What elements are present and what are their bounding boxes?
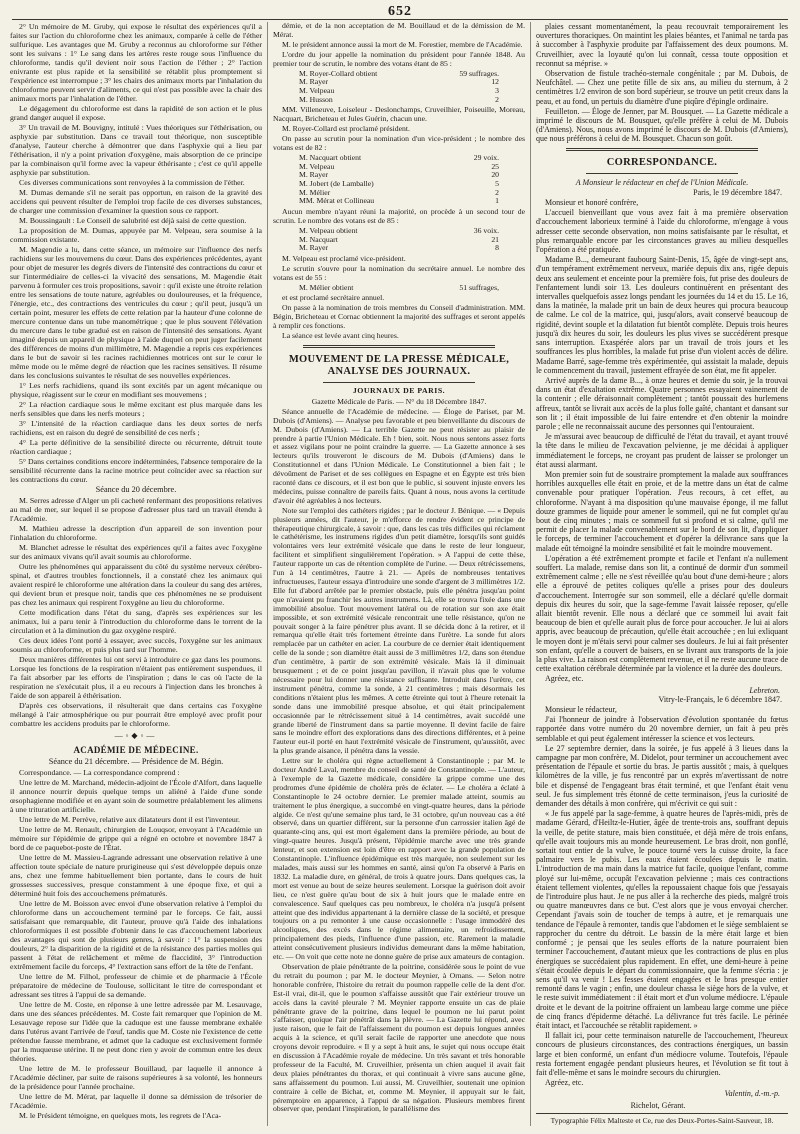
paragraph: 2° Un mémoire de M. Gruby, qui expose le résultat des expériences qu'il a faites sur l'action du chloroforme chez les animaux, comparée à celle de l'éther sulfurique. Les avantages que M. Gruby a reconnus au chloroforme sur l'éther sont les suivans : 1° Le sang dans les artères reste rouge sous l'influence du chloroforme, tandis qu'il devient noir sous l'action de l'éther ; 2° l'action enivrante est plus rapide et la sensibilité se rétablit plus promptement si l'expérience est interrompue ; 3° les chairs des animaux morts par l'inhalation du chloroforme peuvent servir d'aliments, ce qui n'est pas possible avec la chair des animaux morts par l'inhalation de l'éther. [10, 22, 262, 103]
paragraph: MM. Villeneuve, Loiseleur - Deslonchamps, Cruveilhier, Poiseuille, Moreau, Nacquart, Bricheteau et Jules Guérin, chacun une. [273, 105, 525, 124]
vote-count: 1 [495, 196, 499, 206]
paragraph: J'ai l'honneur de joindre à l'observation d'évolution spontanée du fœtus rapportée dans votre numéro du 20 novembre dernier, un fait à peu près semblable et qui peut également intéresser la science et vos lecteurs. [536, 715, 788, 743]
paragraph: Une lettre de M. Massieu-Lagrande adressant une observation relative à une affection toute spéciale de nature prurigineuse qui s'est développée depuis onze ans, chez une femme habituellement bien portante, dans le cours de huit grossesses successives, presque constamment à une époque fixe, et qui a déterminé huit fois des accouchemens prématurés. [10, 853, 262, 898]
letter-closing: Agréez, etc. [545, 1078, 584, 1088]
candidate-name: M. Rayer [299, 77, 329, 87]
section-heading-academie-medecine: ACADÉMIE DE MÉDECINE. [73, 745, 199, 755]
academie-sciences-text [10, 22, 262, 484]
paragraph: Une lettre de M. Filhol, professeur de chimie et de pharmacie à l'École préparatoire de médecine de Toulouse, sollicitant le titre de correspondant et adressant ses titres à l'appui de sa demande. [10, 972, 262, 999]
academie-medecine-text [10, 768, 262, 1120]
election-text [273, 255, 525, 283]
vote-count: 8 [495, 243, 499, 253]
letter-salutation: Monsieur et honoré confrère, [545, 198, 639, 208]
paragraph: L'opération a été extrêmement prompte et facile et l'enfant n'a nullement souffert. La malade, remise dans son lit, a continué de dormir d'un sommeil extrêmement calme ; elle ne s'est réveillée qu'au bout d'une demi-heure ; alors elle a éprouvé de petites coliques qu'elle a prises pour des douleurs d'accouchement. Interrogée sur son sommeil, elle a déclaré qu'elle dormait depuis dix heures du soir, que la sage-femme l'avait laissée reposer, qu'elle allait bientôt revenir. Elle nous a déclaré que ce sommeil lui avait fait beaucoup de bien et qu'elle aurait plus de force pour accoucher. Je lui ai alors appris, avec beaucoup de précaution, qu'elle était accouchée ; en lui exliquant le moyen dont je m'étais servi pour calmer ses douleurs. Je lui ai fait présenter son enfant, qu'elle a couvert de baisers, en se livrant aux transports de la joie la plus vive. La raison est complètement revenue, et il ne reste aucune trace de cette exaltation cérébrale déterminée par la violence et la durée des douleurs. [536, 553, 788, 674]
paragraph: Le dégagement du chloroforme est dans la rapidité de son action et le plus grand danger auquel il expose. [10, 104, 262, 122]
section-heading-mouvement-presse: MOUVEMENT DE LA PRESSE MÉDICALE, ANALYSE DES JOURNAUX. [288, 353, 510, 377]
paragraph: M. le Président témoigne, en quelques mots, les regrets de l'Aca- [19, 1111, 222, 1120]
paragraph: 4° La perte définitive de la sensibilité directe ou récurrente, détruit toute réaction cardiaque ; [10, 438, 262, 456]
election-text [273, 208, 525, 226]
short-rule [586, 173, 738, 174]
column-3 [536, 22, 788, 1126]
paragraph: 2° La réaction cardiaque sous le même excitant est plus marquée dans les nerfs sensibles que dans les nerfs moteurs ; [10, 400, 262, 418]
paragraph: Une lettre de M. Renault, chirurgien de Louqsor, envoyant à l'Académie un mémoire sur l'épidémie de grippe qui a régné en octobre et novembre 1847 à bord de ce paquebot-poste de l'État. [10, 825, 262, 852]
paragraph: Madame B..., demeurant faubourg Saint-Denis, 15, âgée de vingt-sept ans, d'un tempérament extrêmement nerveux, mariée depuis dix ans, rigée depuis deux ans seulement et enceinte pour la première fois, fut prise des douleurs de l'enfantement lundi soir 13. Les douleurs continuèrent en présentant des intervalles quelquefois assez longs pendant les journées du 14 et du 15. Le 16, dans la matinée, la malade prit un bain de deux heures qui procura beaucoup de calme. Le col de la matrice, qui, jusqu'alors, avait conservé beaucoup de rigidité, devint souple et la dilatation fut bientôt complète. Depuis trois heures jusqu'à dix heures du soir, les douleurs les plus vives se succédèrent presque sans interruption. Exaspérée alors par un travail de trois jours et les souffrances les plus horribles, la malade fut prise d'un violent accès de délire. Madame Barré, sage-femme très expérimentée, qui assistait la malade, depuis le commencement du travail, justement effrayée de son état, me fit appeler. [536, 255, 788, 375]
vote-row [299, 284, 499, 293]
paragraph: Observation de fistule trachéo-sternale congénitale ; par M. Dubois, de Neufchâtel. — Chez une petite fille de six ans, au milieu du sternum, à 2 centimètres 1/2 environ de son bord supérieur, se trouve un petit creux dans la peau, et au fond, un pertuis du diamètre d'une piqûre d'épingle ordinaire. [536, 69, 788, 106]
paragraph: Une lettre de M. Marchand, médecin-adjoint de l'École d'Alfort, dans laquelle il annonce nourrir depuis quelque temps un aliéné à l'aide d'une sonde œsophagienne modifiée et en ayant soin de soumettre préalablement les alimens à une trituration artificielle. [10, 778, 262, 814]
paragraph: 3° Un travail de M. Bouvigny, intitulé : Vues théoriques sur l'éthérisation, ou asphyxie par substitution. Dans ce travail tout théorique, non susceptible d'analyse, l'auteur cherche à démontrer que dans l'asphyxie qui a lieu par l'éthérisation, il n'y a point privation d'oxygène, mais absorption de ce principe par la combinaison qu'il forme avec la vapeur éthérisante ; c'est ce qu'il appelle asphyxie par substitution. [10, 123, 262, 177]
paragraph: Une lettre de M. Mérat, par laquelle il donne sa démission de trésorier de l'Académie. [10, 1092, 262, 1110]
paragraph: M. Boussingault : Le Conseil de salubrité est déjà saisi de cette question. [19, 216, 247, 225]
paragraph: Correspondance. — La correspondance comprend : [19, 768, 180, 777]
candidate-name: M. Mélier [299, 187, 331, 197]
vote-count: 2 [495, 94, 499, 104]
vote-count: 2 [495, 187, 499, 197]
candidate-name: M. Mélier obtient [299, 282, 354, 292]
ornament-divider: —◦◆◦— [114, 731, 158, 740]
letter-closing: Agréez, etc. [545, 674, 584, 684]
paragraph: Ces deux idées l'ont porté à essayer, avec succès, l'oxygène sur les animaux soumis au chloroforme, et puis plus tard sur l'homme. [10, 636, 262, 654]
column-divider [267, 22, 268, 1126]
column-2 [273, 22, 525, 1126]
paragraph: M. Royer-Collard est proclamé président. [282, 124, 410, 134]
paragraph: M. Mathieu adresse la description d'un appareil de son invention pour l'inhalation du chloroforme. [10, 524, 262, 542]
candidate-name: M. Rayer [299, 170, 329, 180]
vote-count: 51 suffrages, [459, 282, 499, 292]
paragraph: 5° Dans certaines conditions encore indéterminées, l'absence temporaire de la sensibilité récurrente dans la racine motrice peut coïncider avec sa réaction sur les contractions du cœur. [10, 457, 262, 484]
section-subheading: Séance du 21 décembre. — Présidence de M. Bégin. [48, 757, 224, 766]
vote-count: 21 [491, 234, 499, 244]
gerant-line: Richelot, Gérant. [630, 1100, 686, 1110]
printer-imprint: Typographie Félix Malteste et Ce, rue des Deux-Portes-Saint-Sauveur, 18. [536, 1113, 788, 1125]
paragraph: Une lettre de M. Coste, en réponse à une lettre adressée par M. Lesauvage, dans une des séances précédentes. M. Coste fait remarquer que l'opinion de M. Lesauvage repose sur l'idée que la caduque est une fausse membrane exhalée dans l'utérus avant l'arrivée de l'œuf, tandis que M. Coste nie l'existence de cette prétendue fausse membrane, et admet que la caduque est exclusivement formée par la muqueuse utérine. Il ne peut donc rien y avoir de commun entre les deux théories. [10, 1000, 262, 1063]
paragraph: Arrivé auprès de la dame B..., à onze heures et demie du soir, je la trouvai dans un état d'exaltation extrême. Quatre personnes essayaient vainement de la contenir ; elle déraisonnait complètement ; tantôt poussait des hurlemens affreux, tantôt se livrait aux accès de la plus folle gaîté, chantant et dansant sur son lit ; il était impossible de lui faire entendre et d'en obtenir la moindre parole ; elle ne reconnaissait aucune des personnes qui l'entouraient. [536, 375, 788, 431]
letter-body [536, 715, 788, 1077]
double-rule [566, 148, 758, 151]
vote-row [299, 96, 499, 105]
seance-heading: Séance du 20 décembre. [95, 485, 177, 494]
vote-count: 29 voix. [473, 152, 499, 162]
letter-address: A Monsieur le rédacteur en chef de l'Union Médicale. [575, 177, 749, 187]
paragraph: et est proclamé secrétaire annuel. [282, 293, 385, 303]
paragraph: Mon premier soin fut de soustraire promptement la malade aux souffrances horribles auxquelles elle était en proie, et de la mettre dans un état de calme convenable pour pratiquer l'opération. J'eus recours, à cet effet, au chloroforme. N'ayant à ma disposition qu'une mauvaise éponge, il me fallut douze grammes de liquide pour amener le sommeil, qui ne fut complet qu'au bout de cinq minutes ; mais ce sommeil fut si profond et si calme, qu'il me permit de placer la malade convenablement sur le bord de son lit, d'appliquer le forceps, de terminer l'accouchement et d'opérer la délivrance sans que la malade eût témoigné la moindre sensibilité et fait le moindre mouvement. [536, 469, 788, 553]
gazette-line: Gazette Médicale de Paris. — N° du 18 Décembre 1847. [311, 396, 487, 406]
double-rule [303, 345, 495, 348]
journaux-heading: JOURNAUX DE PARIS. [352, 385, 446, 395]
vote-row [299, 163, 499, 172]
paragraph: Il fallait ici, pour cette terminaison naturelle de l'accouchement, l'heureux concours de plusieurs circonstances, des contractions énergiques, un bassin large et bien conformé, un enfant d'un médiocre volume. Toutefois, l'épaule resta fortement engagée pendant plusieurs heures, et l'évolution se fit tout à fait d'elle-même et sans le moindre secours du chirurgien. [536, 1031, 788, 1077]
vote-table [299, 284, 499, 293]
vote-count: 12 [491, 77, 499, 87]
press-review-text [273, 408, 525, 1115]
candidate-name: MM. Mérat et Collineau [299, 196, 375, 206]
candidate-name: M. Velpeau [299, 161, 335, 171]
vote-table [299, 154, 499, 206]
paragraph: On passe au scrutin pour la nomination d'un vice-président ; le nombre des votans est de 82 : [273, 134, 525, 152]
short-rule [323, 382, 475, 383]
vote-count: 5 [495, 178, 499, 188]
paragraph: M. Blanchet adresse le résultat des expériences qu'il a faites avec l'oxygène sur des animaux vivans qu'il avait soumis au chloroforme. [10, 543, 262, 561]
vote-row [299, 244, 499, 253]
paragraph: « Je fus appelé par la sage-femme, à quatre heures de l'après-midi, près de madame Gérard, d'Heiltz-le-Hutier, âgée de trente-trois ans, souffrant depuis la veille, de petite stature, mais bien constituée, et déjà mère de trois enfans, qu'elle avait toujours mis au monde heureusement. Le bras droit, non gonflé, sortait tout entier de la vulve, le pouce tourné vers la cuisse droite, la face palmaire vers le pubis. Les eaux étaient écoulées depuis le matin. L'introduction de ma main dans la matrice fut facile, quoique l'enfant, comme ployé sur lui-même, occupât l'excavation pelvienne ; mais ces contractions étaient tellement violentes, qu'elles la repoussaient chaque fois que j'essayais de l'introduire plus haut. Je ne pus aller à la recherche des pieds, malgré trois ou quatre manœuvres dans ce but. C'est alors que je vous envoyai chercher. Cependant j'avais soin de toucher de temps à autre, et je remarquais une tendance de l'épaule à remonter, tandis que l'abdomen et le siège semblaient se rapprocher du centre du détroit. Le bassin de la mère était large et bien conformé ; je pensai que les seules efforts de la nature pourraient bien terminer l'accouchement, d'autant mieux que les contractions de plus en plus énergiques se succédaient plus rapidement. En effet, une demi-heure à peine s'était écoulée depuis le départ du commissionnaire, que la femme s'écria : je sens qu'il va venir ! Les fesses étaient engagées et le bras presque entier remonté dans le vagin ; enfin, une douleur chassa le siège hors de la vulve, et le reste suivit immédiatement : il était mort et d'un volume médiocre. L'épaule droite et le devant de la poitrine offraient un lambeau large comme une pièce de cinq francs d'épiderme détaché. La délivrance fut très facile. Le périnée était intact, et l'accouchée se rétablit rapidement. » [536, 809, 788, 1030]
vote-count: 3 [495, 85, 499, 95]
letter-signature: Valentin, d.-m.-p. [724, 1089, 780, 1099]
candidate-name: M. Royer-Collard obtient [299, 68, 378, 78]
paragraph: plaies cessant momentanément, la peau recouvrait temporairement les ouvertures thoraciques. On maintint les plaies béantes, et l'animal ne tarda pas à succomber à l'asphyxie produite par l'affaissement des deux poumons. M. Cruveilhier, avec la loyauté qu'on lui connaît, cessa toute opposition et reconnut sa méprise. » [536, 22, 788, 68]
election-text [273, 106, 525, 153]
paragraph: Une lettre de M. le professeur Bouillaud, par laquelle il annonce à l'Académie décliner, par suite de raisons supérieures à sa volonté, les honneurs de la présidence pour l'année prochaine. [10, 1064, 262, 1091]
letter-date: Paris, le 19 décembre 1847. [693, 187, 782, 197]
paragraph: D'après ces observations, il résulterait que dans certains cas l'oxygène mélangé à l'air atmosphérique ou pur pourrait être employé avec profit pour combattre les accidens produits par le chloroforme. [10, 701, 262, 728]
vote-table [299, 227, 499, 253]
candidate-name: M. Jobert (de Lamballe) [299, 178, 374, 188]
letter-date: Vitry-le-Français, le 6 décembre 1847. [658, 694, 782, 704]
paragraph: M. Velpeau est proclamé vice-président. [282, 254, 406, 264]
paragraph: Je m'assurai avec beaucoup de difficulté de l'état du travail, et ayant trouvé la tête dans le milieu de l'excavation pelvienne, je me décidai à appliquer immédiatement le forceps, ne croyant pas prudent de laisser se prolonger un état aussi alarmant. [536, 432, 788, 469]
press-review-text [536, 22, 788, 144]
paragraph: Lettre sur le choléra qui règne actuellement à Constantinople ; par M. le docteur André Laval, membre du conseil de santé de Constantinople. — L'auteur, à l'exemple de la Gazette médicale, considère la grippe comme une des prodromes d'une épidémie de choléra près de éclater. — Le choléra a éclaté à Constantinople le 24 octobre dernier. Le premier malade atteint, soumis au traitement le plus énergique, a succombé en vingt-quatre heures, dans la période algide. Ce n'est qu'une semaine plus tard, le 31 octobre, qu'un nouveau cas a été observé, dans un quartier différent, sur la personne d'un carrossier italien âgé de quarante-cinq ans, qui est mort également dans la première période, au bout de vingt-quatre heures. Jusqu'à présent, l'épidémie marche avec une très grande lenteur, et son extension est loin d'être en rapport avec la grande population de Constantinople. L'influence épidémique est très marquée, non seulement sur les malades, mais aussi sur les hommes en santé, ainsi qu'on l'a observé à Paris en 1832. La maladie dure, en général, de trois à quatre jours. Dans quelques cas, la mort est venue au bout de seize heures seulement. Lorsque la guérison doit avoir lieu, ce n'est guère qu'au bout de six à huit jours que le malade entre en convalescence. Sauf quelques cas peu nombreux, le choléra n'a jusqu'à présent atteint que des individus appartenant à la dernière classe de la société, et presque toujours on a pu remonter à une cause occasionnelle : l'usage immodéré des alcooliques, des excès dans le régime alimentaire, un refroidissement, principalement des pieds, l'influence d'une passion, etc. Rarement la maladie atteint consécutivement plusieurs individus demeurant dans la même habitation, etc. — On voit que cette note ne donne guère de prise aux amateurs de contagion. [273, 756, 525, 962]
letter-signature: Lebreton. [749, 685, 780, 695]
paragraph: L'accueil bienveillant que vous avez fait à ma première observation d'accouchement laborieux terminé à l'aide du chloroforme, m'engage à vous adresser cette seconde observation, non moins satisfaisante par le résultat, et plus remarquable encore par les circonstances graves au milieu desquelles l'opération a été pratiquée. [536, 208, 788, 255]
paragraph: M. le président annonce aussi la mort de M. Forestier, membre de l'Académie. [282, 39, 523, 49]
paragraph: Aucun membre n'ayant réuni la majorité, on procède à un second tour de scrutin. Le nombre des votans est de 85 : [273, 207, 525, 225]
header-rule [12, 19, 788, 20]
candidate-name: M. Velpeau [299, 85, 335, 95]
paragraph: Le 27 septembre dernier, dans la soirée, je fus appelé à 3 lieues dans la campagne par mon confrère, M. Didelot, pour terminer un accouchement avec présentation de l'épaule et sortie du bras. Je partis aussitôt ; mais, à quelques kilomètres de la ville, je fus rencontré par un exprès m'avertissant de notre bile et dispensé de l'engageant bras était terminé, et que l'enfant était venu seul. Je fus simplement très étonné de cette terminaison, j'eus la curiosité de demander des détails à mon confrère, qui m'écrivit ce qui suit : [536, 743, 788, 809]
paragraph: Observation de plaie pénétrante de la poitrine, considérée sous le point de vue du retrait du poumon ; par M. le docteur Meynier, à Ornans. — Selon notre honorable confrère, l'histoire du retrait du poumon rappelle celle de la dent d'or. Est-il vrai, dit-il, que le poumon s'affaisse aussitôt que l'air extérieur trouve un accès dans la cavité pleurale ? M. Meynier rapporte ensuite un cas de plaie pénétrante grave de la poitrine, dans lequel le poumon ne lui parut point s'affaisser, quoique l'air pénétrât dans la plèvre. — La Gazette lui répond, avec juste raison, que le fait de l'affaissement du poumon est depuis longues années acquis à la science, et qu'il serait facile de rapporter une anecdote que nous croyons devoir reproduire. « Il y a sept à huit ans, le sujet qui nous occupe était en discussion à l'Académie royale de médecine. Un très savant et très honorable professeur de la Faculté, M. Cruveilhier, présenta un chien auquel il avait fait deux plaies pénétrantes du thorax, et qui continuait à vivre sans aucune gêne, sans affaissement du poumon. Lui aussi, M. Cruveilhier, soutenait une opinion contraire à celle de Bichat, et, comme M. Meynier, il appuyait sur le fait, péremptoire en apparence, à l'appui de sa négation. Plusieurs membres firent observer que, pendant l'inspiration, le parallélisme des [273, 961, 525, 1114]
seance-text [10, 496, 262, 728]
paragraph: On passe à la nomination de trois membres du Conseil d'administration. MM. Bégin, Bricheteau et Cornac obtiennent la majorité des suffrages et seront appelés à remplir ces fonctions. [273, 303, 525, 331]
paragraph: Outre les phénomènes qui apparaissent du côté du système nerveux cérébro-spinal, et d'autres troubles fonctionnels, il a constaté chez les animaux qui avaient respiré le chloroforme une altération dans la couleur du sang des artères, qui devient brun et presque noir, tandis que ces phénomènes ne se produisent pas chez les animaux qui respirent l'oxygène au lieu du chloroforme. [10, 562, 262, 607]
paragraph: 3° L'intensité de la réaction cardiaque dans les deux sortes de nerfs rachidiens, est en raison du degré de sensibilité de ces nerfs ; [10, 419, 262, 437]
paragraph: Ces diverses communications sont renvoyées à la commission de l'éther. [19, 178, 245, 187]
paragraph: Une lettre de M. Boisson avec envoi d'une observation relative à l'emploi du chloroforme dans un accouchement terminé par le forceps. Ce fait, aussi satisfaisant que remarquable, dit l'auteur, prouve qu'à l'aide des inhalations chloroformiques il est possible d'obtenir dans le cas d'accouchement laborieux des avantages qui sont de plusieurs genres, à savoir : 1° la suspension des douleurs, 2° la disparition de la rigidité et de la résistance des parties molles qui passent à l'état de relâchement et même de flaccidité, 3° l'introduction extrêmement facile du forceps, 4° l'extraction sans effort de la tête de l'enfant. [10, 899, 262, 971]
paragraph: 1° Les nerfs rachidiens, quand ils sont excités par un agent mécanique ou physique, réagissent sur le cœur en modifiant ses mouvemens ; [10, 381, 262, 399]
election-text [273, 294, 525, 341]
paragraph: Une lettre de M. Perrève, relative aux dilatateurs dont il est l'inventeur. [19, 815, 240, 824]
vote-row [299, 236, 499, 245]
paragraph: Le scrutin s'ouvre pour la nomination du secrétaire annuel. Le nombre des votans est de 55 : [273, 263, 525, 282]
page-number: 652 [388, 4, 412, 19]
paragraph: L'ordre du jour appelle la nomination du président pour l'année 1848. Au premier tour de scrutin, le nombre des votans étant de 85 : [273, 49, 525, 68]
paragraph: M. Serres adresse d'Alger un pli cacheté renfermant des propositions relatives au mal de mer, sur lequel il se propose d'adresser plus tard un travail étendu à l'Académie. [10, 496, 262, 523]
candidate-name: M. Nacquart [299, 234, 338, 244]
paragraph: M. Magendie a lu, dans cette séance, un mémoire sur l'influence des nerfs rachidiens sur les mouvemens du cœur. Dans des expériences précédentes, ayant pour objet de mesurer les degrés divers de l'intensité des contractions du cœur et sur l'intermédiaire de celles-ci la vivacité des sensations, M. Magendie était parvenu à formuler ces trois propositions, savoir : qu'il existe une étroite relation entre les sensations de toute nature, agréables ou douloureuses, et la fréquence, l'énergie, etc., des contractions des ventricules du cœur ; qu'il peut, jusqu'à un certain point, mesurer les effets de cette relation par la hauteur d'une colonne de mercure contenue dans un tube manométrique ; que le plus souvent l'élévation du mercure dans le tube gradué est en raison de l'intensité des sensations. Ayant imaginé depuis un appareil de physique à l'aide duquel on peut juger facilement des différences de moins d'un millimètre, M. Magendie a repris ces expériences dans le but de savoir si les racines rachidiennes motrices ont sur le cœur le même mode ou le même degré de réaction que les racines sensitives. Il résume dans les conclusions suivantes le résultat de ses nouvelles expériences. [10, 245, 262, 380]
election-text [273, 22, 525, 69]
vote-row [299, 70, 499, 79]
candidate-name: M. Nacquart obtient [299, 152, 362, 162]
paragraph: Deux manières différentes lui ont servi à introduire ce gaz dans les poumons. Lorsque les fonctions de la respiration n'étaient pas entièrement suspendues, il l'a fait absorber par les efforts de l'inspiration ; dans le cas où l'acte de la respiration ne s'exécutait plus, il a eu recours à l'injection dans les bronches à l'aide de son appareil à éthérisation. [10, 655, 262, 700]
vote-table [299, 70, 499, 105]
paragraph: Cette modification dans l'état du sang, d'après ses expériences sur les animaux, lui a paru tenir à l'introduction du chloroforme dans le torrent de la circulation et à la diminution du gaz oxygène respiré. [10, 608, 262, 635]
paragraph: M. Dumas demande s'il ne serait pas opportun, en raison de la gravité des accidens qui peuvent résulter de l'emploi trop facile de ces diverses substances, de charger une commission d'examiner la question sous ce rapport. [10, 188, 262, 215]
column-1 [10, 22, 262, 1126]
paragraph: La proposition de M. Dumas, appuyée par M. Velpeau, sera soumise à la commission existante. [10, 226, 262, 244]
vote-count: 25 [491, 161, 499, 171]
vote-count: 59 suffrages. [459, 68, 499, 78]
column-divider [530, 22, 531, 1126]
paragraph: démie, et de la non acceptation de M. Bouillaud et de la démission de M. Mérat. [273, 22, 525, 39]
paragraph: Séance annuelle de l'Académie de médecine. — Éloge de Pariset, par M. Dubois (d'Amiens). — Analyse peu favorable et peu bienveillante du discours de M. Dubois (d'Amiens). — La terrible Gazette ne peut résister au plaisir de prendre à partie l'Union Médicale. Eh ! bien, soit. Nous nous sentons assez forts et assez vigilans pour ne point craindre la guerre. — La Gazette annonce à ses lecteurs qu'ils trouveront le discours de M. Dubois (d'Amiens) dans le Constitutionnel et dans l'Union Médicale. Le Constitutionnel a bien fait ; le dévoûment de Pariset et de ses collègues en Espagne et en Égypte est très bien raconté dans ce discours, et il est bon que le public, si souvent injuste envers les médecins, puisse connaître de pareils faits. Quant à nous, nous avons la certitude d'avoir été agréables à nos lecteurs. [273, 406, 525, 505]
candidate-name: M. Velpeau obtient [299, 225, 358, 235]
paragraph: Feuilleton. — Éloge de Jenner, par M. Bousquet. — La Gazette médicale a imprimé le discours de M. Bousquet, qu'elle préfère à celui de M. Dubois (d'Amiens). Nous, nous avons imprimé le discours de M. Dubois (d'Amiens), que nous préférons à celui de M. Bousquet. Chacun son goût. [536, 106, 788, 144]
vote-count: 20 [491, 170, 499, 180]
candidate-name: M. Husson [299, 94, 333, 104]
paragraph: Note sur l'emploi des cathéters rigides ; par le docteur J. Bénique. — « Depuis plusieurs années, dit l'auteur, je m'efforce de rendre évident ce principe de thérapeutique chirurgicale, à savoir : que, dans les cas très difficiles qui réclament le cathétérisme, les instrumens rigides d'un petit diamètre, lorsqu'ils sont guidés volontaires vers leur extrémité vésicale que dans le reste de leur longueur, facilitent et simplifient singulièrement l'opération. » A l'appui de cette thèse, l'auteur rapporte un cas de rétention complète de l'urine. — Deux rétrécissemens, l'un à 14 centimètres, l'autre à 21. — Après de nombreuses tentatives infructueuses, l'auteur essaya d'introduire une sonde d'argent de 3 millimètres 1/2. Elle fut d'abord arrêtée par le premier obstacle, puis elle pénétra jusqu'au point que n'avaient pu franchir les autres instrumens. Là, elle se trouva fixée dans une immobilité absolue. Tout mouvement latéral ou de rotation sur son axe était impossible, et son extrémité vésicale rencontrait une telle résistance, qu'on ne pouvait songer à la faire pénétrer plus avant. Il se décida donc à la retirer, et il remarqua qu'elle était très fortement étreinte dans l'urètre. La sonde fut alors remplacée par un cathéter en acier. La courbure de ce dernier était identiquement celle de la sonde ; son diamètre était aussi de 3 millimètres 1/2, dans son étendue d'un centimètre, à partir de son extrémité vésicale. Mais là il diminuait brusquement ; et de ce point jusqu'au pavillon, il n'avait plus que le volume nécessaire pour lui donner une résistance suffisante. Introduit dans l'urètre, cet instrument pénétra, comme la sonde, à 21 centimètres ; mais désormais les conditions n'étaient plus les mêmes. A cette étreinte qui tout à l'heure retenait la sonde dans une immobilité presque absolue, et qui était principalement occasionnée par le rétrécissement situé à 14 centimètres, avait succédé une grande liberté de l'instrument dans sa partie moyenne. Il devint facile de faire sans le moindre effort des explorations dans des directions différentes, et à peine l'auteur eut-il porté en haut l'extrémité vésicale de l'instrument, qu'aussitôt, avec la plus grande aisance, il pénétra dans la vessie. [273, 505, 525, 756]
paragraph: La séance est levée avant cinq heures. [282, 331, 399, 341]
candidate-name: M. Rayer [299, 243, 329, 253]
letter-salutation: Monsieur le rédacteur, [545, 705, 617, 715]
vote-count: 36 voix. [473, 225, 499, 235]
vote-row [299, 197, 499, 206]
letter-body [536, 208, 788, 673]
section-heading-correspondance: CORRESPONDANCE. [606, 156, 718, 168]
